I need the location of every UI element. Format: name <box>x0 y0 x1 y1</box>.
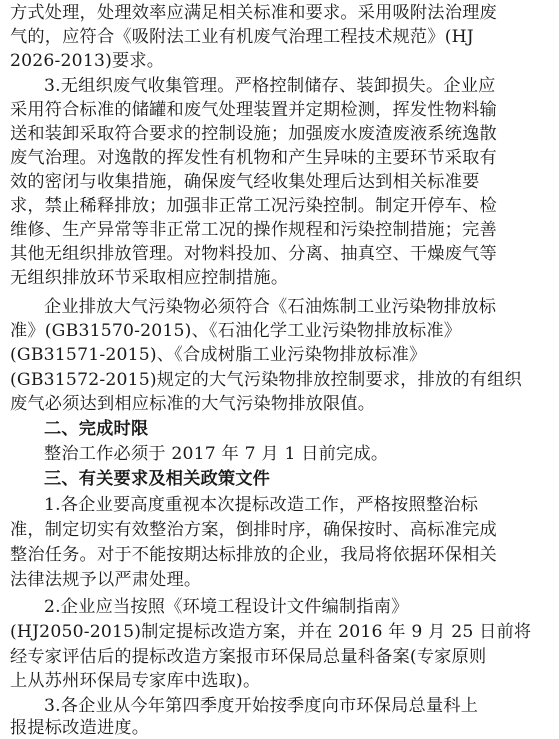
paragraph-line: 送和装卸采取符合要求的控制设施；加强废水废渣废液系统逸散 <box>10 124 497 144</box>
paragraph-line: 废气必须达到相应标准的大气污染物排放限值。 <box>10 394 376 414</box>
paragraph-line: 求，禁止稀释排放；加强非正常工况污染控制。制定开停车、检 <box>10 196 497 216</box>
paragraph-line: 3.各企业从今年第四季度开始按季度向市环保局总量科上 <box>44 696 479 716</box>
paragraph-line: 法律法规予以严肃处理。 <box>10 570 202 590</box>
section-heading-deadline: 二、完成时限 <box>44 419 149 439</box>
paragraph-line: 企业排放大气污染物必须符合《石油炼制工业污染物排放标 <box>44 297 497 317</box>
paragraph-line: 其他无组织排放管理。对物料投加、分离、抽真空、干燥废气等 <box>10 244 497 264</box>
paragraph-line: 准，制定切实有效整治方案，倒排时序，确保按时、高标准完成 <box>10 520 497 540</box>
paragraph-line: (GB31571-2015)、《合成树脂工业污染物排放标准》 <box>10 345 427 365</box>
paragraph-line: (HJ2050-2015)制定提标改造方案，并在 2016 年 9 月 25 日前将 <box>10 622 532 642</box>
paragraph-line: 整治工作必须于 2017 年 7 月 1 日前完成。 <box>44 444 389 464</box>
paragraph-line: 效的密闭与收集措施，确保废气经收集处理后达到相关标准要 <box>10 172 480 192</box>
paragraph-line: 采用符合标准的储罐和废气处理装置并定期检测，挥发性物料输 <box>10 100 497 120</box>
section-heading-requirements: 三、有关要求及相关政策文件 <box>44 469 271 489</box>
paragraph-line: (GB31572-2015)规定的大气污染物排放控制要求，排放的有组织 <box>10 370 522 390</box>
paragraph-line: 上从苏州环保局专家库中选取)。 <box>10 671 261 691</box>
paragraph-line: 2.企业应当按照《环境工程设计文件编制指南》 <box>44 597 409 617</box>
paragraph-line: 1.各企业要高度重视本次提标改造工作，严格按照整治标 <box>44 495 479 515</box>
paragraph-line: 准》(GB31570-2015)、《石油化学工业污染物排放标准》 <box>10 321 462 341</box>
paragraph-line: 报提标改造进度。 <box>10 718 150 738</box>
paragraph-line: 无组织排放环节采取相应控制措施。 <box>10 268 289 288</box>
paragraph-line: 气的，应符合《吸附法工业有机废气治理工程技术规范》(HJ <box>10 27 474 47</box>
paragraph-line: 经专家评估后的提标改造方案报市环保局总量科备案(专家原则 <box>10 647 487 667</box>
section-item-3-title: 3.无组织废气收集管理。严格控制储存、装卸损失。企业应 <box>44 76 496 96</box>
paragraph-line: 废气治理。对逸散的挥发性有机物和产生异味的主要环节采取有 <box>10 148 497 168</box>
paragraph-line: 维修、生产异常等非正常工况的操作规程和污染控制措施；完善 <box>10 220 497 240</box>
paragraph-line: 方式处理，处理效率应满足相关标准和要求。采用吸附法治理废 <box>10 3 497 23</box>
paragraph-line: 整治任务。对于不能按期达标排放的企业，我局将依据环保相关 <box>10 545 497 565</box>
paragraph-line: 2026-2013)要求。 <box>10 51 165 71</box>
